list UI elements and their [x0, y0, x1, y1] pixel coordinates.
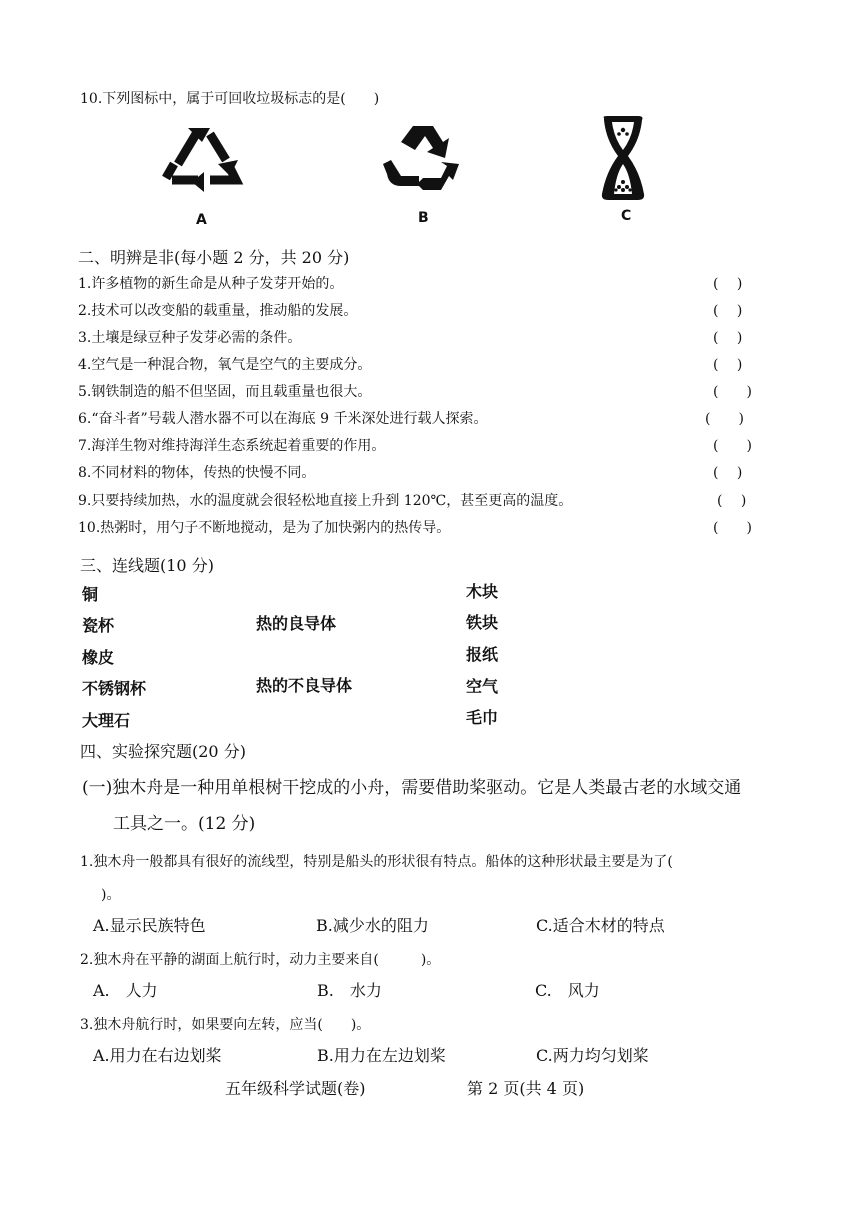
match-middle-item: 热的不良导体	[256, 676, 353, 695]
question-1-line-1: 1.独木舟一般都具有很好的流线型，特别是船头的形状很有特点。船体的这种形状最主要是为了(	[80, 854, 673, 870]
question-3-option-a: A.用力在右边划桨	[93, 1046, 222, 1065]
triangle-recycle-arrows-icon	[158, 120, 248, 200]
tf-item: 2.技术可以改变船的载重量，推动船的发展。	[78, 303, 358, 319]
question-1-option-a: A.显示民族特色	[93, 916, 206, 935]
match-left-item: 瓷杯	[82, 616, 115, 635]
tf-item: 3.土壤是绿豆种子发芽必需的条件。	[78, 330, 302, 346]
option-b-label: B	[418, 210, 429, 226]
section-3-title: 三、连线题(10 分)	[80, 556, 214, 575]
answer-paren: ( )	[717, 493, 747, 509]
match-middle-item: 热的良导体	[256, 614, 337, 633]
match-right-item: 铁块	[466, 613, 499, 632]
hourglass-icon	[598, 116, 648, 200]
tf-item: 10.热粥时，用勺子不断地搅动，是为了加快粥内的热传导。	[78, 520, 451, 536]
tf-item: 5.钢铁制造的船不但坚固，而且载重量也很大。	[78, 384, 372, 400]
answer-paren: ( )	[705, 411, 744, 427]
question-10-text: 10.下列图标中，属于可回收垃圾标志的是( )	[80, 91, 380, 107]
answer-paren: ( )	[713, 384, 752, 400]
question-2-text: 2.独木舟在平静的湖面上航行时，动力主要来自( )。	[80, 952, 441, 968]
tf-item: 4.空气是一种混合物，氧气是空气的主要成分。	[78, 357, 372, 373]
footer-page-number: 第 2 页(共 4 页)	[467, 1079, 585, 1098]
match-left-item: 铜	[82, 585, 99, 604]
question-2-option-a: A. 人力	[93, 981, 158, 1000]
tf-item: 6.“奋斗者”号载人潜水器不可以在海底 9 千米深处进行载人探索。	[78, 411, 488, 427]
tf-item: 1.许多植物的新生命是从种子发芽开始的。	[78, 276, 344, 292]
match-right-item: 木块	[466, 582, 499, 601]
answer-paren: ( )	[713, 465, 743, 481]
match-right-item: 毛巾	[466, 708, 499, 727]
section-2-title: 二、明辨是非(每小题 2 分，共 20 分)	[78, 248, 350, 267]
question-1-line-2: )。	[101, 887, 121, 903]
match-left-item: 不锈钢杯	[82, 679, 147, 698]
question-3-text: 3.独木舟航行时，如果要向左转，应当( )。	[80, 1017, 371, 1033]
tf-item: 7.海洋生物对维持海洋生态系统起着重要的作用。	[78, 438, 386, 454]
option-c-label: C	[621, 208, 632, 224]
match-right-item: 报纸	[466, 645, 499, 664]
footer-exam-title: 五年级科学试题(卷)	[225, 1079, 366, 1098]
match-left-item: 大理石	[82, 711, 131, 730]
answer-paren: ( )	[713, 357, 743, 373]
answer-paren: ( )	[713, 438, 752, 454]
answer-paren: ( )	[713, 276, 743, 292]
answer-paren: ( )	[713, 303, 743, 319]
part-1-intro-line-1: (一)独木舟是一种用单根树干挖成的小舟，需要借助桨驱动。它是人类最古老的水域交通	[82, 778, 742, 798]
recycle-symbol-icon	[383, 120, 463, 198]
tf-item: 8.不同材料的物体，传热的快慢不同。	[78, 465, 316, 481]
question-3-option-b: B.用力在左边划桨	[317, 1046, 446, 1065]
option-a-label: A	[196, 212, 207, 228]
answer-paren: ( )	[713, 520, 752, 536]
question-2-option-c: C. 风力	[535, 981, 600, 1000]
question-1-option-c: C.适合木材的特点	[536, 916, 665, 935]
question-2-option-b: B. 水力	[317, 981, 382, 1000]
question-1-option-b: B.减少水的阻力	[316, 916, 429, 935]
match-left-item: 橡皮	[82, 648, 115, 667]
match-right-item: 空气	[466, 677, 499, 696]
section-4-title: 四、实验探究题(20 分)	[80, 742, 246, 761]
question-3-option-c: C.两力均匀划桨	[536, 1046, 649, 1065]
tf-item: 9.只要持续加热，水的温度就会很轻松地直接上升到 120℃，甚至更高的温度。	[78, 493, 573, 509]
part-1-intro-line-2: 工具之一。(12 分)	[113, 814, 256, 834]
answer-paren: ( )	[713, 330, 743, 346]
